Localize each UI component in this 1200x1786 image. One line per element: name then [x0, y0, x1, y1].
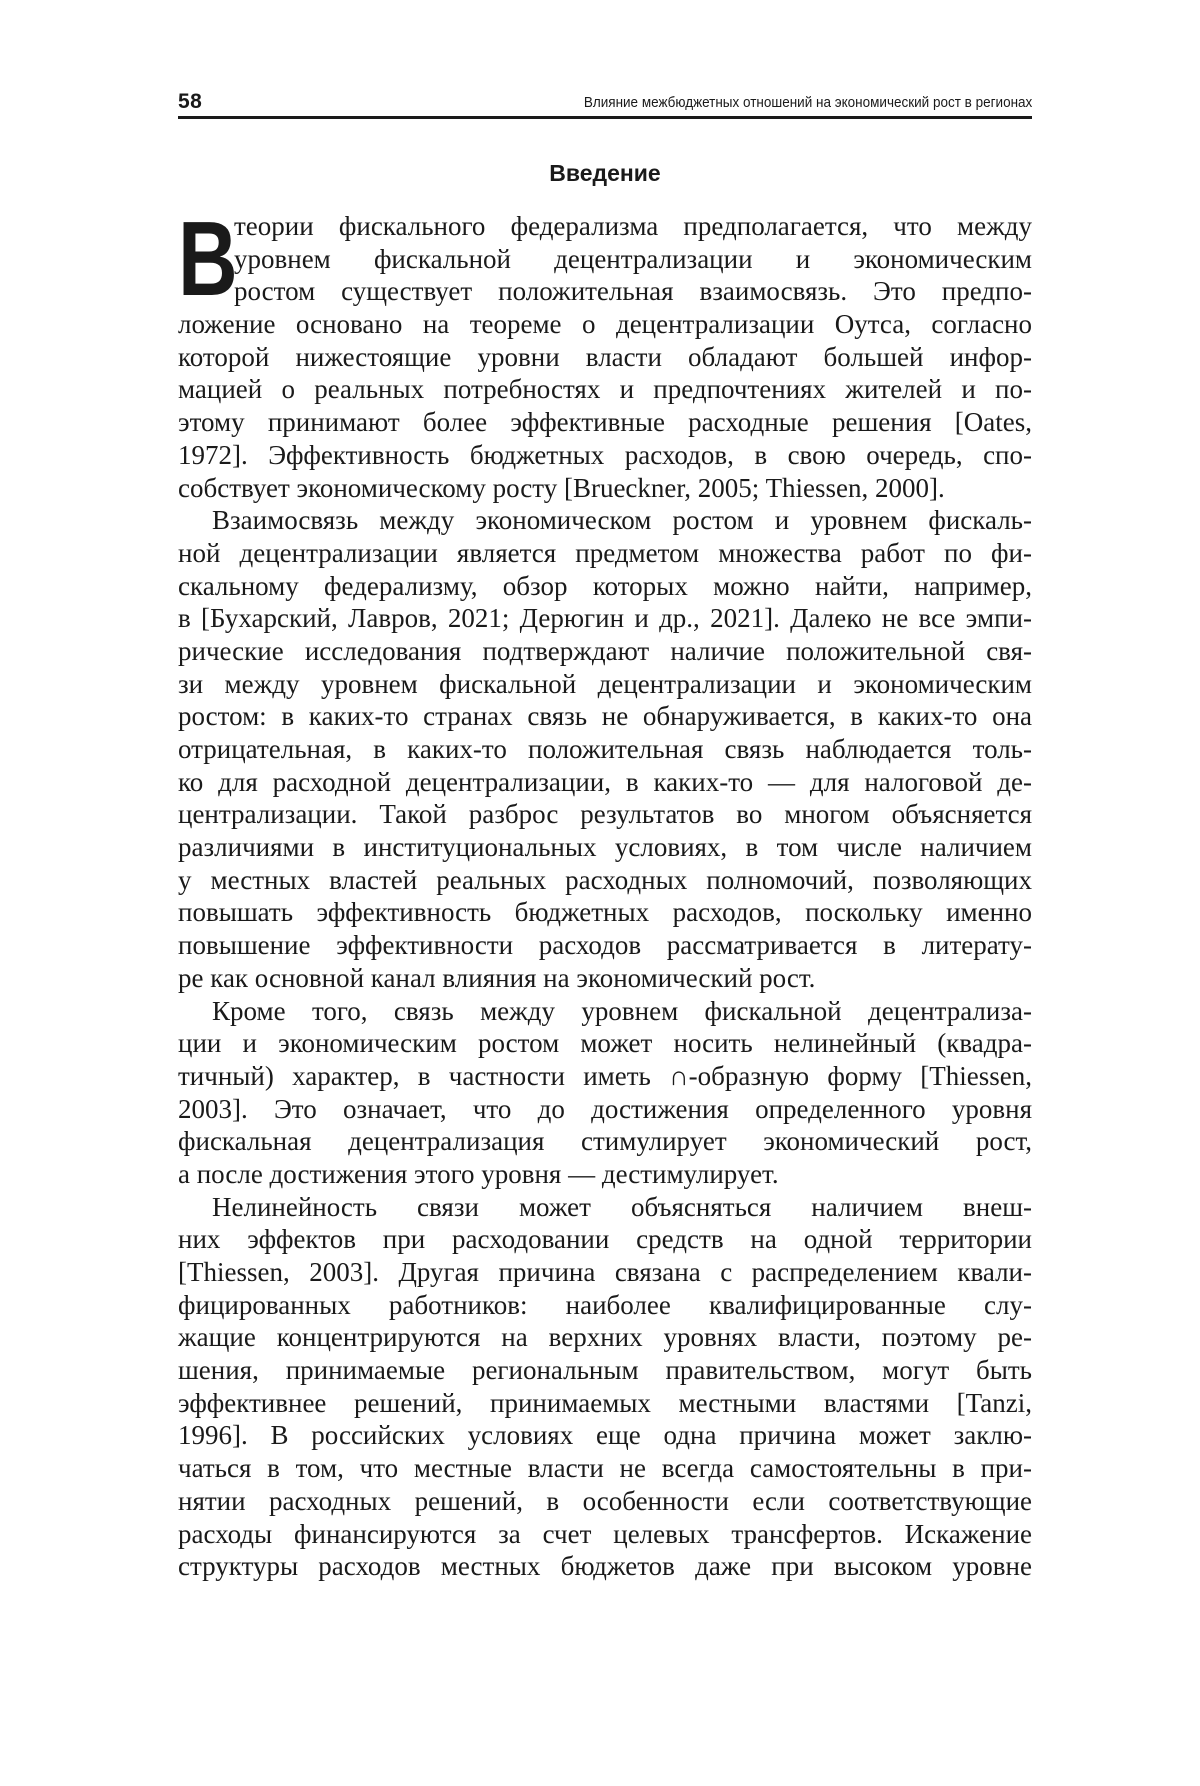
text-line: нятии расходных решений, в особенности если соответствующие [178, 1485, 1032, 1518]
text-line: шения, принимаемые региональным правительством, могут быть [178, 1354, 1032, 1387]
text-line: ростом существует положительная взаимосвязь. Это предпо- [178, 275, 1032, 308]
text-line: различиями в институциональных условиях, в том числе наличием [178, 831, 1032, 864]
text-line: расходы финансируются за счет целевых трансфертов. Искажение [178, 1518, 1032, 1551]
text-line: которой нижестоящие уровни власти обладают большей инфор- [178, 341, 1032, 374]
text-line: ции и экономическим ростом может носить нелинейный (квадра- [178, 1027, 1032, 1060]
text-line: 1996]. В российских условиях еще одна причина может заклю- [178, 1419, 1032, 1452]
text-line: централизации. Такой разброс результатов во многом объясняется [178, 798, 1032, 831]
text-line: собствует экономическому росту [Brueckner, 2005; Thiessen, 2000]. [178, 472, 1032, 505]
text-line: них эффектов при расходовании средств на одной территории [178, 1223, 1032, 1256]
text-line: мацией о реальных потребностях и предпочтениях жителей и по- [178, 373, 1032, 406]
text-line: тичный) характер, в частности иметь ∩-образную форму [Thiessen, [178, 1060, 1032, 1093]
text-line: теории фискального федерализма предполагается, что между [178, 210, 1032, 243]
section-title: Введение [178, 160, 1032, 187]
text-line: [Thiessen, 2003]. Другая причина связана с распределением квали- [178, 1256, 1032, 1289]
text-line: жащие концентрируются на верхних уровнях власти, поэтому ре- [178, 1321, 1032, 1354]
text-line: рические исследования подтверждают наличие положительной свя- [178, 635, 1032, 668]
text-line: ре как основной канал влияния на экономический рост. [178, 962, 1032, 995]
text-line: этому принимают более эффективные расходные решения [Oates, [178, 406, 1032, 439]
text-line: в [Бухарский, Лавров, 2021; Дерюгин и др., 2021]. Далеко не все эмпи- [178, 602, 1032, 635]
page-number: 58 [178, 90, 202, 114]
text-line: ростом: в каких-то странах связь не обнаруживается, в каких-то она [178, 700, 1032, 733]
drop-cap: В [178, 212, 238, 306]
body-text [178, 210, 1032, 1583]
text-line: 1972]. Эффективность бюджетных расходов, в свою очередь, спо- [178, 439, 1032, 472]
text-line: чаться в том, что местные власти не всегда самостоятельны в при- [178, 1452, 1032, 1485]
text-line: зи между уровнем фискальной децентрализации и экономическим [178, 668, 1032, 701]
text-line: ной децентрализации является предметом множества работ по фи- [178, 537, 1032, 570]
text-line: отрицательная, в каких-то положительная связь наблюдается толь- [178, 733, 1032, 766]
running-header [178, 86, 1032, 119]
text-line: скальному федерализму, обзор которых можно найти, например, [178, 570, 1032, 603]
text-line: ко для расходной децентрализации, в каких-то — для налоговой де- [178, 766, 1032, 799]
text-line: повышение эффективности расходов рассматривается в литерату- [178, 929, 1032, 962]
book-page [0, 0, 1200, 1786]
text-line: эффективнее решений, принимаемых местными властями [Tanzi, [178, 1387, 1032, 1420]
text-line: ложение основано на теореме о децентрализации Оутса, согласно [178, 308, 1032, 341]
text-line: Нелинейность связи может объясняться наличием внеш- [178, 1191, 1032, 1224]
text-line: повышать эффективность бюджетных расходов, поскольку именно [178, 896, 1032, 929]
running-title: Влияние межбюджетных отношений на экономический рост в регионах [584, 94, 1032, 111]
text-line: а после достижения этого уровня — дестимулирует. [178, 1158, 1032, 1191]
text-line: фицированных работников: наиболее квалифицированные слу- [178, 1289, 1032, 1322]
text-line: уровнем фискальной децентрализации и экономическим [178, 243, 1032, 276]
text-line: фискальная децентрализация стимулирует экономический рост, [178, 1125, 1032, 1158]
text-line: 2003]. Это означает, что до достижения определенного уровня [178, 1093, 1032, 1126]
text-line: Кроме того, связь между уровнем фискальной децентрализа- [178, 995, 1032, 1028]
text-line: Взаимосвязь между экономическом ростом и уровнем фискаль- [178, 504, 1032, 537]
text-line: у местных властей реальных расходных полномочий, позволяющих [178, 864, 1032, 897]
text-line: структуры расходов местных бюджетов даже при высоком уровне [178, 1550, 1032, 1583]
